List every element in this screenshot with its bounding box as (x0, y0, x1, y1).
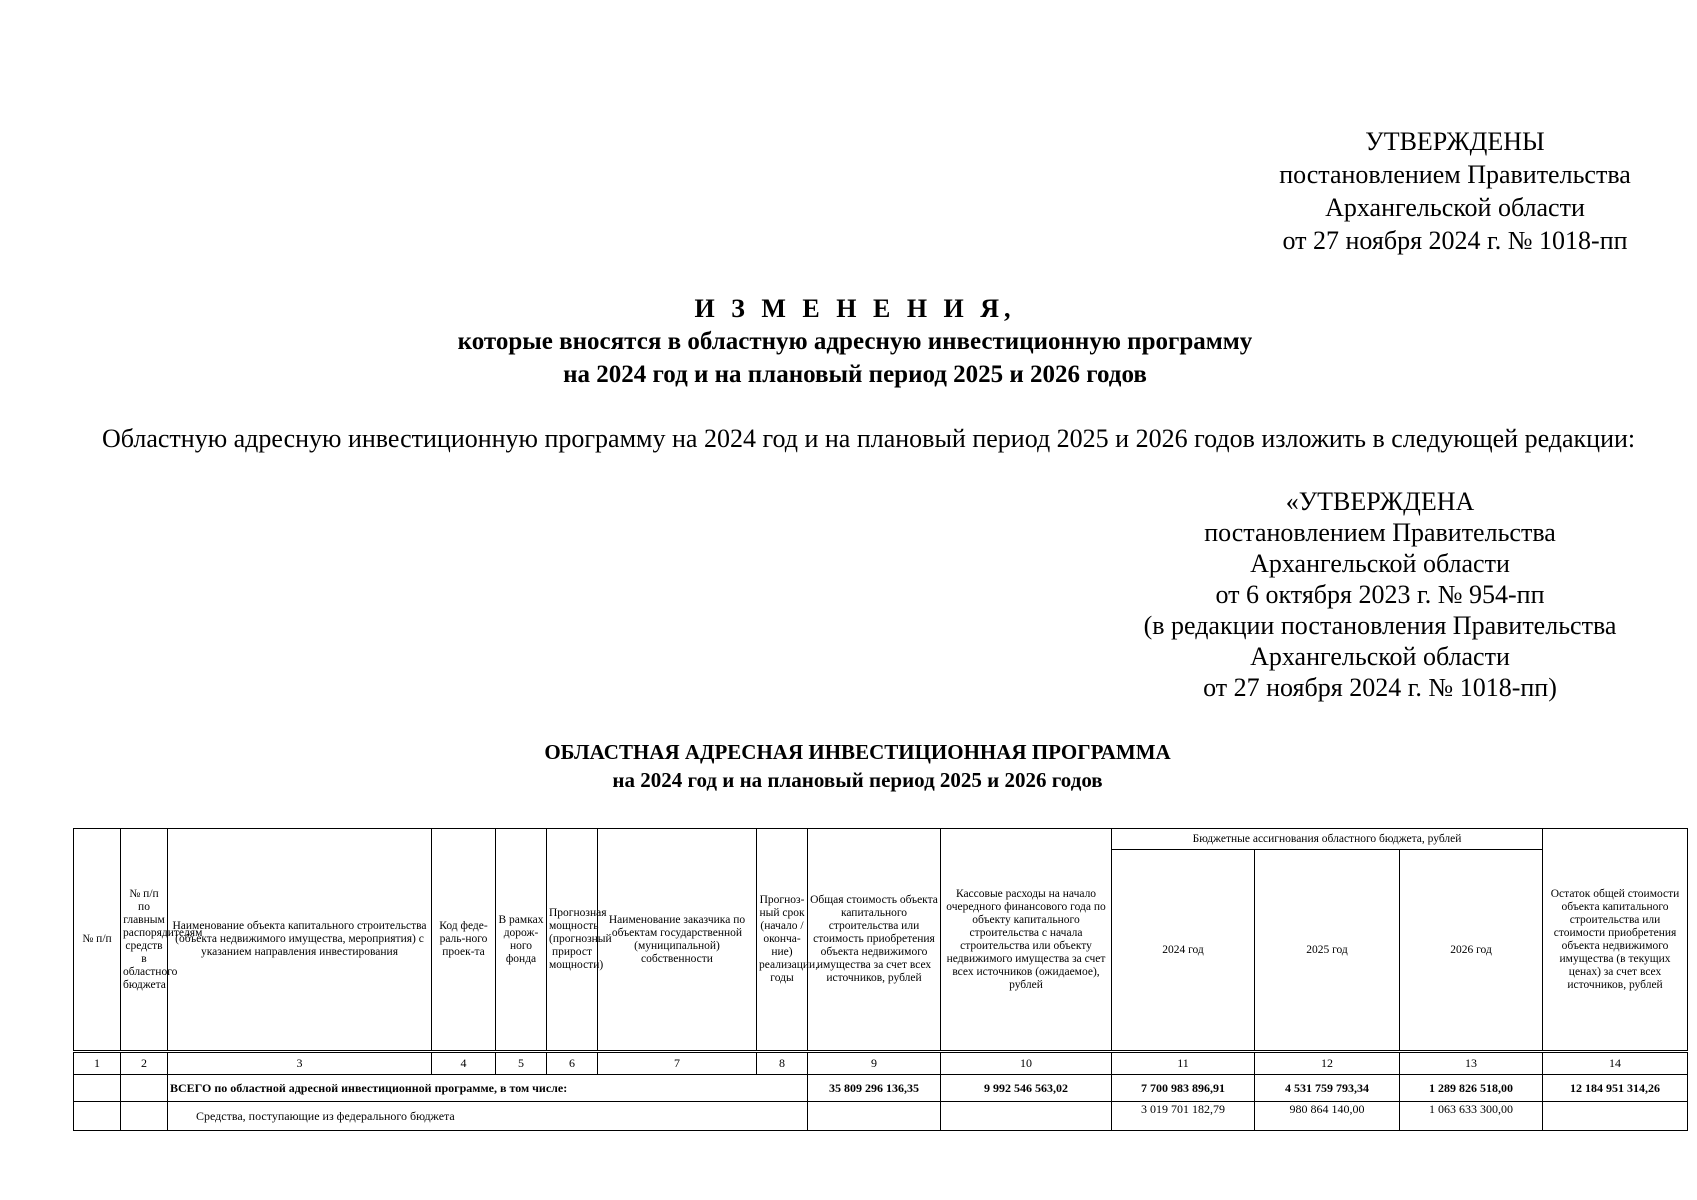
column-number: 13 (1400, 1052, 1543, 1075)
header-year-2026: 2026 год (1400, 850, 1543, 1052)
header-road-fund: В рамках дорож-ного фонда (496, 829, 547, 1052)
federal-remaining-empty (1543, 1102, 1688, 1131)
column-number: 10 (941, 1052, 1112, 1075)
approval2-line-1: «УТВЕРЖДЕНА (1285, 487, 1475, 516)
header-remaining-cost: Остаток общей стоимости объекта капитального строительства или стоимости приобретения объекта недвижимого имущества (в текущих ценах) за счет всех источников, рублей (1543, 829, 1688, 1052)
total-2026-value: 1 289 826 518,00 (1400, 1075, 1543, 1102)
column-number: 1 (74, 1052, 121, 1075)
header-year-2024: 2024 год (1112, 850, 1255, 1052)
column-number: 9 (808, 1052, 941, 1075)
approval2-line-7: от 27 ноября 2024 г. № 1018-пп) (1203, 673, 1557, 702)
federal-2026-value: 1 063 633 300,00 (1400, 1102, 1543, 1131)
column-number: 7 (598, 1052, 757, 1075)
approval2-line-6: Архангельской области (1250, 642, 1510, 671)
federal-funds-row (74, 1102, 1688, 1131)
approval2-line-3: Архангельской области (1250, 549, 1510, 578)
header-customer-name: Наименование заказчика по объектам государственной (муниципальной) собственности (598, 829, 757, 1052)
header-distributor-number: № п/п по главным распорядителям средств в областного бюджета (121, 829, 168, 1052)
column-number: 14 (1543, 1052, 1688, 1075)
total-cash-expenses-value: 9 992 546 563,02 (941, 1075, 1112, 1102)
federal-cell-empty (121, 1102, 168, 1131)
federal-cell-empty (74, 1102, 121, 1131)
total-label: ВСЕГО по областной адресной инвестиционной программе, в том числе: (168, 1075, 808, 1102)
document-title (300, 292, 1410, 391)
federal-cash-expenses-empty (941, 1102, 1112, 1131)
total-cell-empty (74, 1075, 121, 1102)
approval2-line-2: постановлением Правительства (1204, 518, 1556, 547)
header-year-2025: 2025 год (1255, 850, 1400, 1052)
total-cell-empty (121, 1075, 168, 1102)
title-line-3: на 2024 год и на плановый период 2025 и 2026 годов (563, 361, 1147, 388)
approval-line-4: от 27 ноября 2024 г. № 1018-пп (1282, 226, 1628, 255)
total-2025-value: 4 531 759 793,34 (1255, 1075, 1400, 1102)
column-number: 5 (496, 1052, 547, 1075)
column-number: 8 (757, 1052, 808, 1075)
title-line-1: И З М Е Н Е Н И Я, (694, 294, 1016, 323)
federal-2024-value: 3 019 701 182,79 (1112, 1102, 1255, 1131)
column-number: 11 (1112, 1052, 1255, 1075)
approval-stamp (1235, 125, 1675, 257)
column-number: 3 (168, 1052, 432, 1075)
total-row (74, 1075, 1688, 1102)
approval-line-1: УТВЕРЖДЕНЫ (1365, 127, 1545, 156)
program-title-line-2: на 2024 год и на плановый период 2025 и 2026 годов (612, 768, 1103, 792)
header-row-number: № п/п (74, 829, 121, 1052)
header-capacity: Прогнозная мощность (прогнозный прирост мощности) (547, 829, 598, 1052)
intro-paragraph: Областную адресную инвестиционную программу на 2024 год и на плановый период 2025 и 2026 годов изложить в следующей редакции: (102, 424, 1636, 453)
federal-label: Средства, поступающие из федерального бюджета (168, 1102, 808, 1131)
header-total-cost: Общая стоимость объекта капитального строительства или стоимость приобретения объекта недвижимого имущества за счет всех источников, рублей (808, 829, 941, 1052)
column-number-row (74, 1052, 1688, 1075)
program-title-line-1: ОБЛАСТНАЯ АДРЕСНАЯ ИНВЕСТИЦИОННАЯ ПРОГРАММА (544, 740, 1171, 764)
total-cost-value: 35 809 296 136,35 (808, 1075, 941, 1102)
header-object-name: Наименование объекта капитального строительства (объекта недвижимого имущества, мероприятия) с указанием направления инвестирования (168, 829, 432, 1052)
federal-2025-value: 980 864 140,00 (1255, 1102, 1400, 1131)
column-number: 12 (1255, 1052, 1400, 1075)
column-number: 2 (121, 1052, 168, 1075)
federal-cost-empty (808, 1102, 941, 1131)
header-cash-expenses: Кассовые расходы на начало очередного финансового года по объекту капитального строительства с начала строительства или объекту недвижимого имущества за счет всех источников (ожидаемое), рублей (941, 829, 1112, 1052)
column-number: 4 (432, 1052, 496, 1075)
approval-line-2: постановлением Правительства (1279, 160, 1631, 189)
approval2-line-4: от 6 октября 2023 г. № 954-пп (1215, 580, 1545, 609)
approval-line-3: Архангельской области (1325, 193, 1585, 222)
header-implementation-period: Прогноз-ный срок (начало / оконча-ние) реализации, годы (757, 829, 808, 1052)
title-line-2: которые вносятся в областную адресную инвестиционную программу (457, 328, 1253, 355)
header-budget-allocations: Бюджетные ассигнования областного бюджета, рублей (1112, 829, 1543, 850)
total-2024-value: 7 700 983 896,91 (1112, 1075, 1255, 1102)
header-federal-project-code: Код феде-раль-ного проек-та (432, 829, 496, 1052)
approval-stamp-2 (1120, 486, 1640, 703)
approval2-line-5: (в редакции постановления Правительства (1143, 611, 1617, 640)
total-remaining-value: 12 184 951 314,26 (1543, 1075, 1688, 1102)
investment-program-table (73, 828, 1688, 1131)
column-number: 6 (547, 1052, 598, 1075)
program-title (370, 738, 1345, 794)
